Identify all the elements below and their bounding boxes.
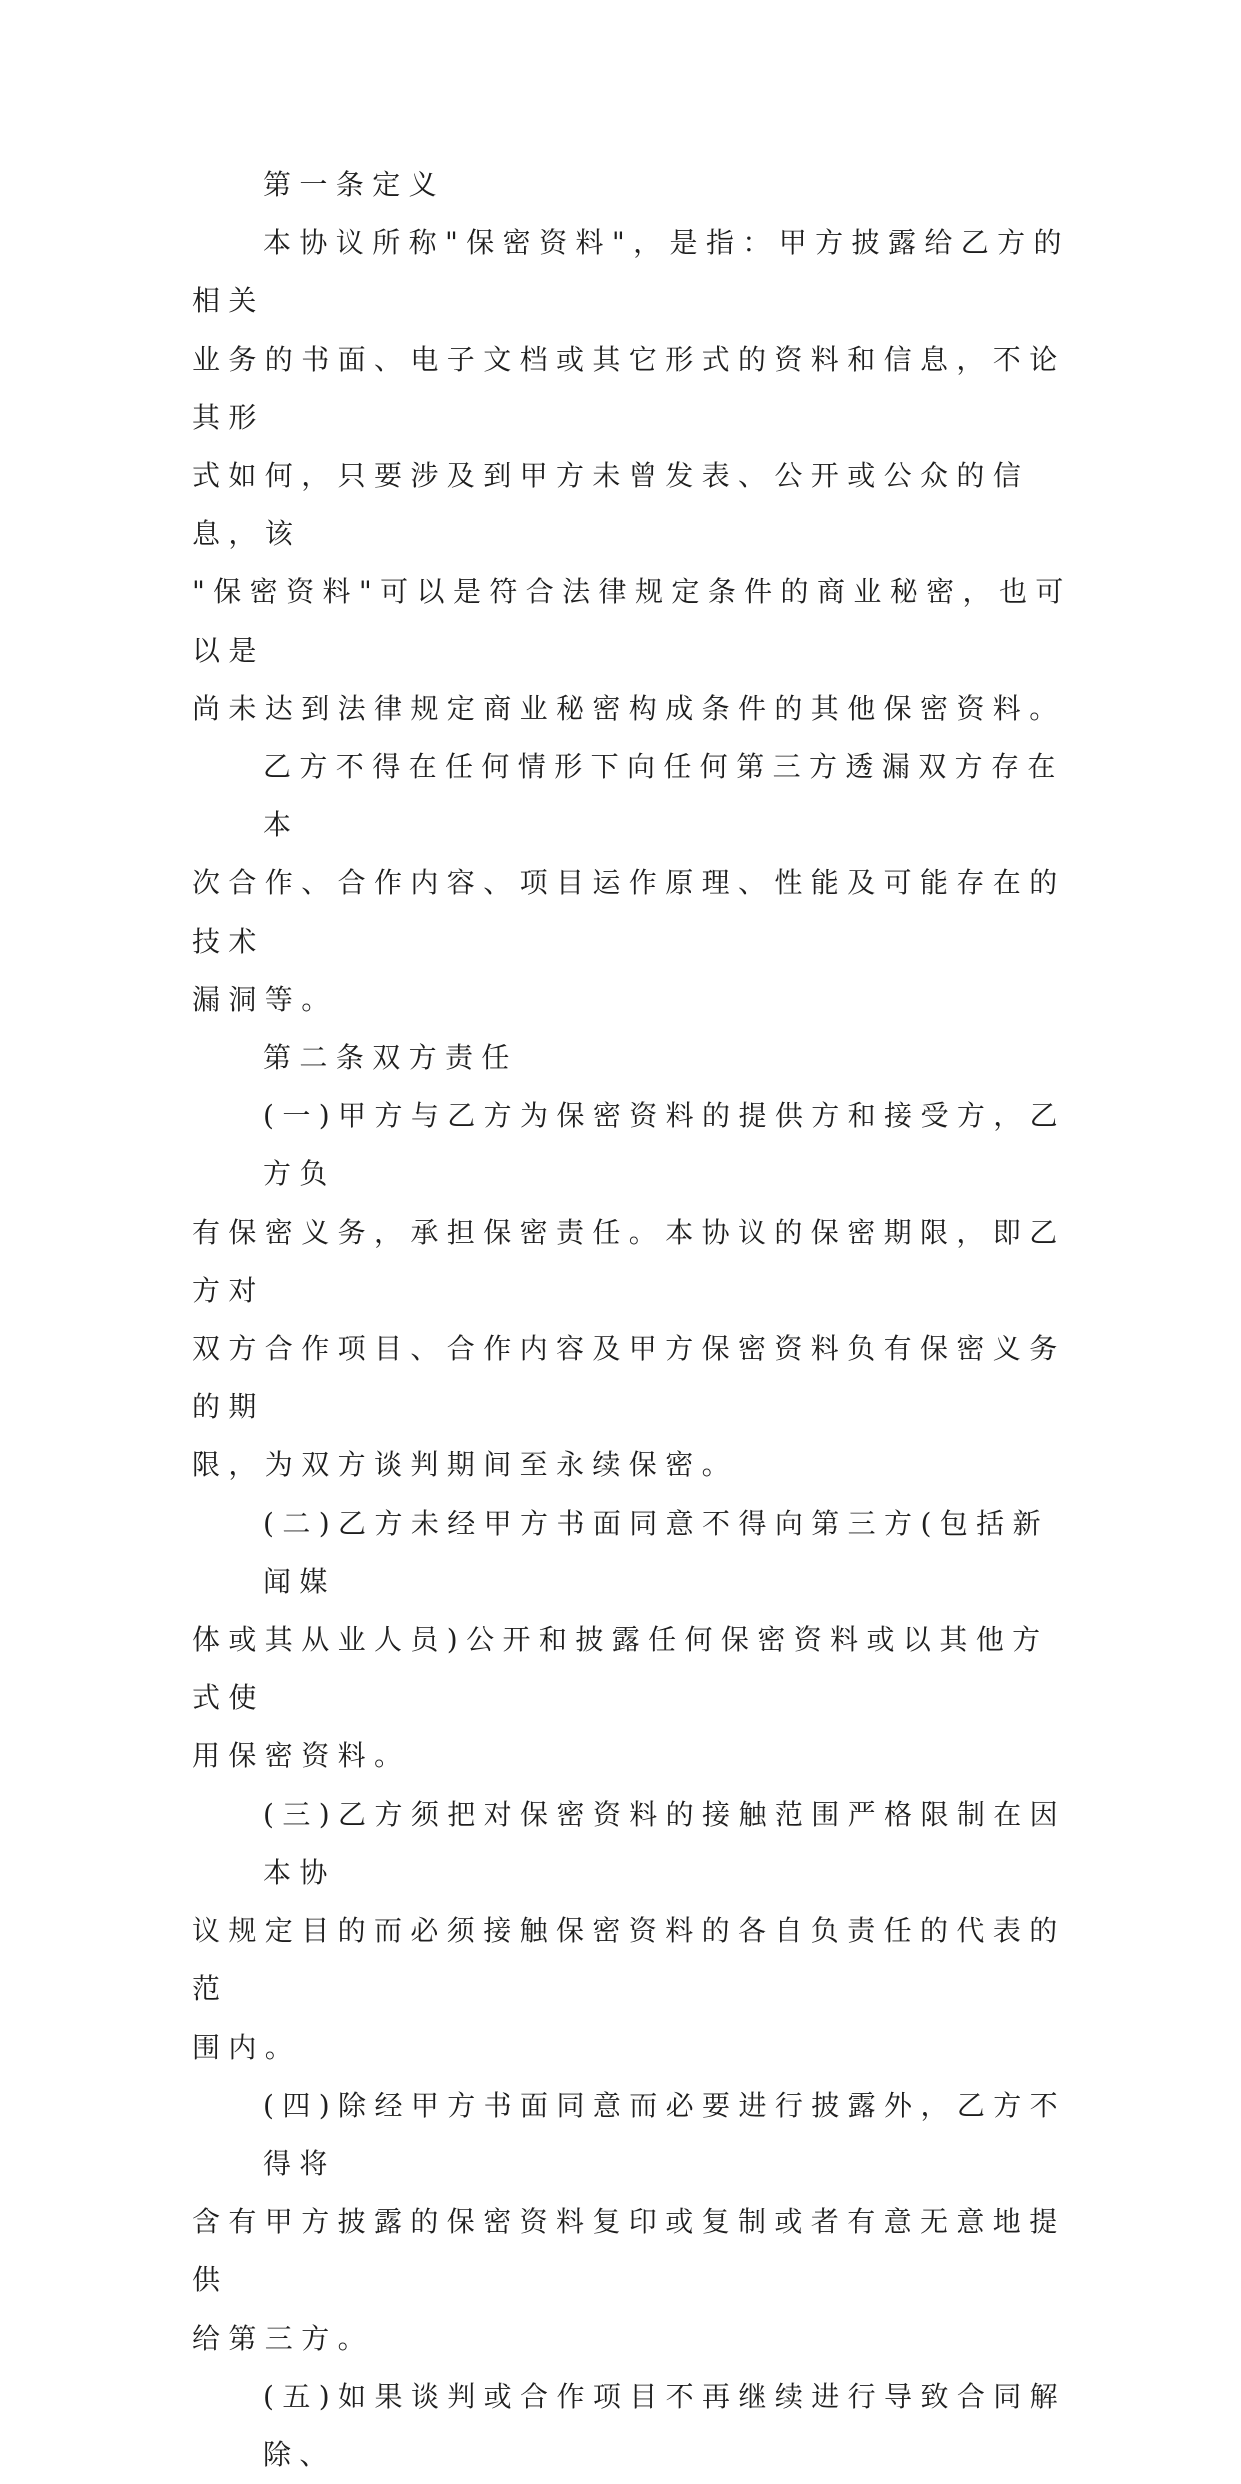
paragraph-line: 尚未达到法律规定商业秘密构成条件的其他保密资料。 <box>192 691 1066 725</box>
paragraph-line: 乙方不得在任何情形下向任何第三方透漏双方存在本 <box>263 750 1064 842</box>
paragraph-line: 漏洞等。 <box>192 982 338 1016</box>
paragraph-no-disclosure <box>192 738 1072 1029</box>
paragraph-clause-5 <box>192 2368 1072 2484</box>
paragraph-clause-2 <box>192 1495 1072 1786</box>
paragraph-line: 围内。 <box>192 2030 302 2064</box>
heading-text: 第一条定义 <box>263 168 446 201</box>
section-heading-responsibilities <box>192 1029 1072 1087</box>
paragraph-line: (三)乙方须把对保密资料的接触范围严格限制在因本协 <box>263 1797 1067 1889</box>
paragraph-clause-1 <box>192 1087 1072 1494</box>
paragraph-line: "保密资料"可以是符合法律规定条件的商业秘密，也可以是 <box>192 575 1072 667</box>
paragraph-line: 本协议所称"保密资料"，是指：甲方披露给乙方的相关 <box>192 226 1070 318</box>
paragraph-line: 用保密资料。 <box>192 1739 411 1773</box>
paragraph-line: (二)乙方未经甲方书面同意不得向第三方(包括新闻媒 <box>263 1506 1049 1598</box>
paragraph-line: 业务的书面、电子文档或其它形式的资料和信息，不论其形 <box>192 342 1066 434</box>
paragraph-clause-4 <box>192 2077 1072 2368</box>
heading-text: 第二条双方责任 <box>263 1041 518 1075</box>
paragraph-confidential-definition <box>192 214 1072 738</box>
paragraph-line: 双方合作项目、合作内容及甲方保密资料负有保密义务的期 <box>192 1332 1066 1424</box>
paragraph-line: 体或其从业人员)公开和披露任何保密资料或以其他方式使 <box>192 1623 1049 1715</box>
paragraph-line: 式如何，只要涉及到甲方未曾发表、公开或公众的信息，该 <box>192 459 1030 551</box>
paragraph-clause-3 <box>192 1786 1072 2077</box>
section-heading-definitions <box>192 156 1072 214</box>
paragraph-line: (一)甲方与乙方为保密资料的提供方和接受方，乙方负 <box>263 1099 1067 1191</box>
paragraph-line: 次合作、合作内容、项目运作原理、性能及可能存在的技术 <box>192 866 1066 958</box>
paragraph-line: 限，为双方谈判期间至永续保密。 <box>192 1448 739 1482</box>
paragraph-line: (四)除经甲方书面同意而必要进行披露外，乙方不得将 <box>263 2088 1067 2180</box>
paragraph-line: 给第三方。 <box>192 2321 375 2355</box>
paragraph-line: 有保密义务，承担保密责任。本协议的保密期限，即乙方对 <box>192 1215 1066 1307</box>
paragraph-line: 议规定目的而必须接触保密资料的各自负责任的代表的范 <box>192 1914 1066 2006</box>
paragraph-line: (五)如果谈判或合作项目不再继续进行导致合同解除、 <box>263 2379 1067 2471</box>
document-body <box>192 156 1072 2484</box>
paragraph-line: 含有甲方披露的保密资料复印或复制或者有意无意地提供 <box>192 2205 1066 2297</box>
